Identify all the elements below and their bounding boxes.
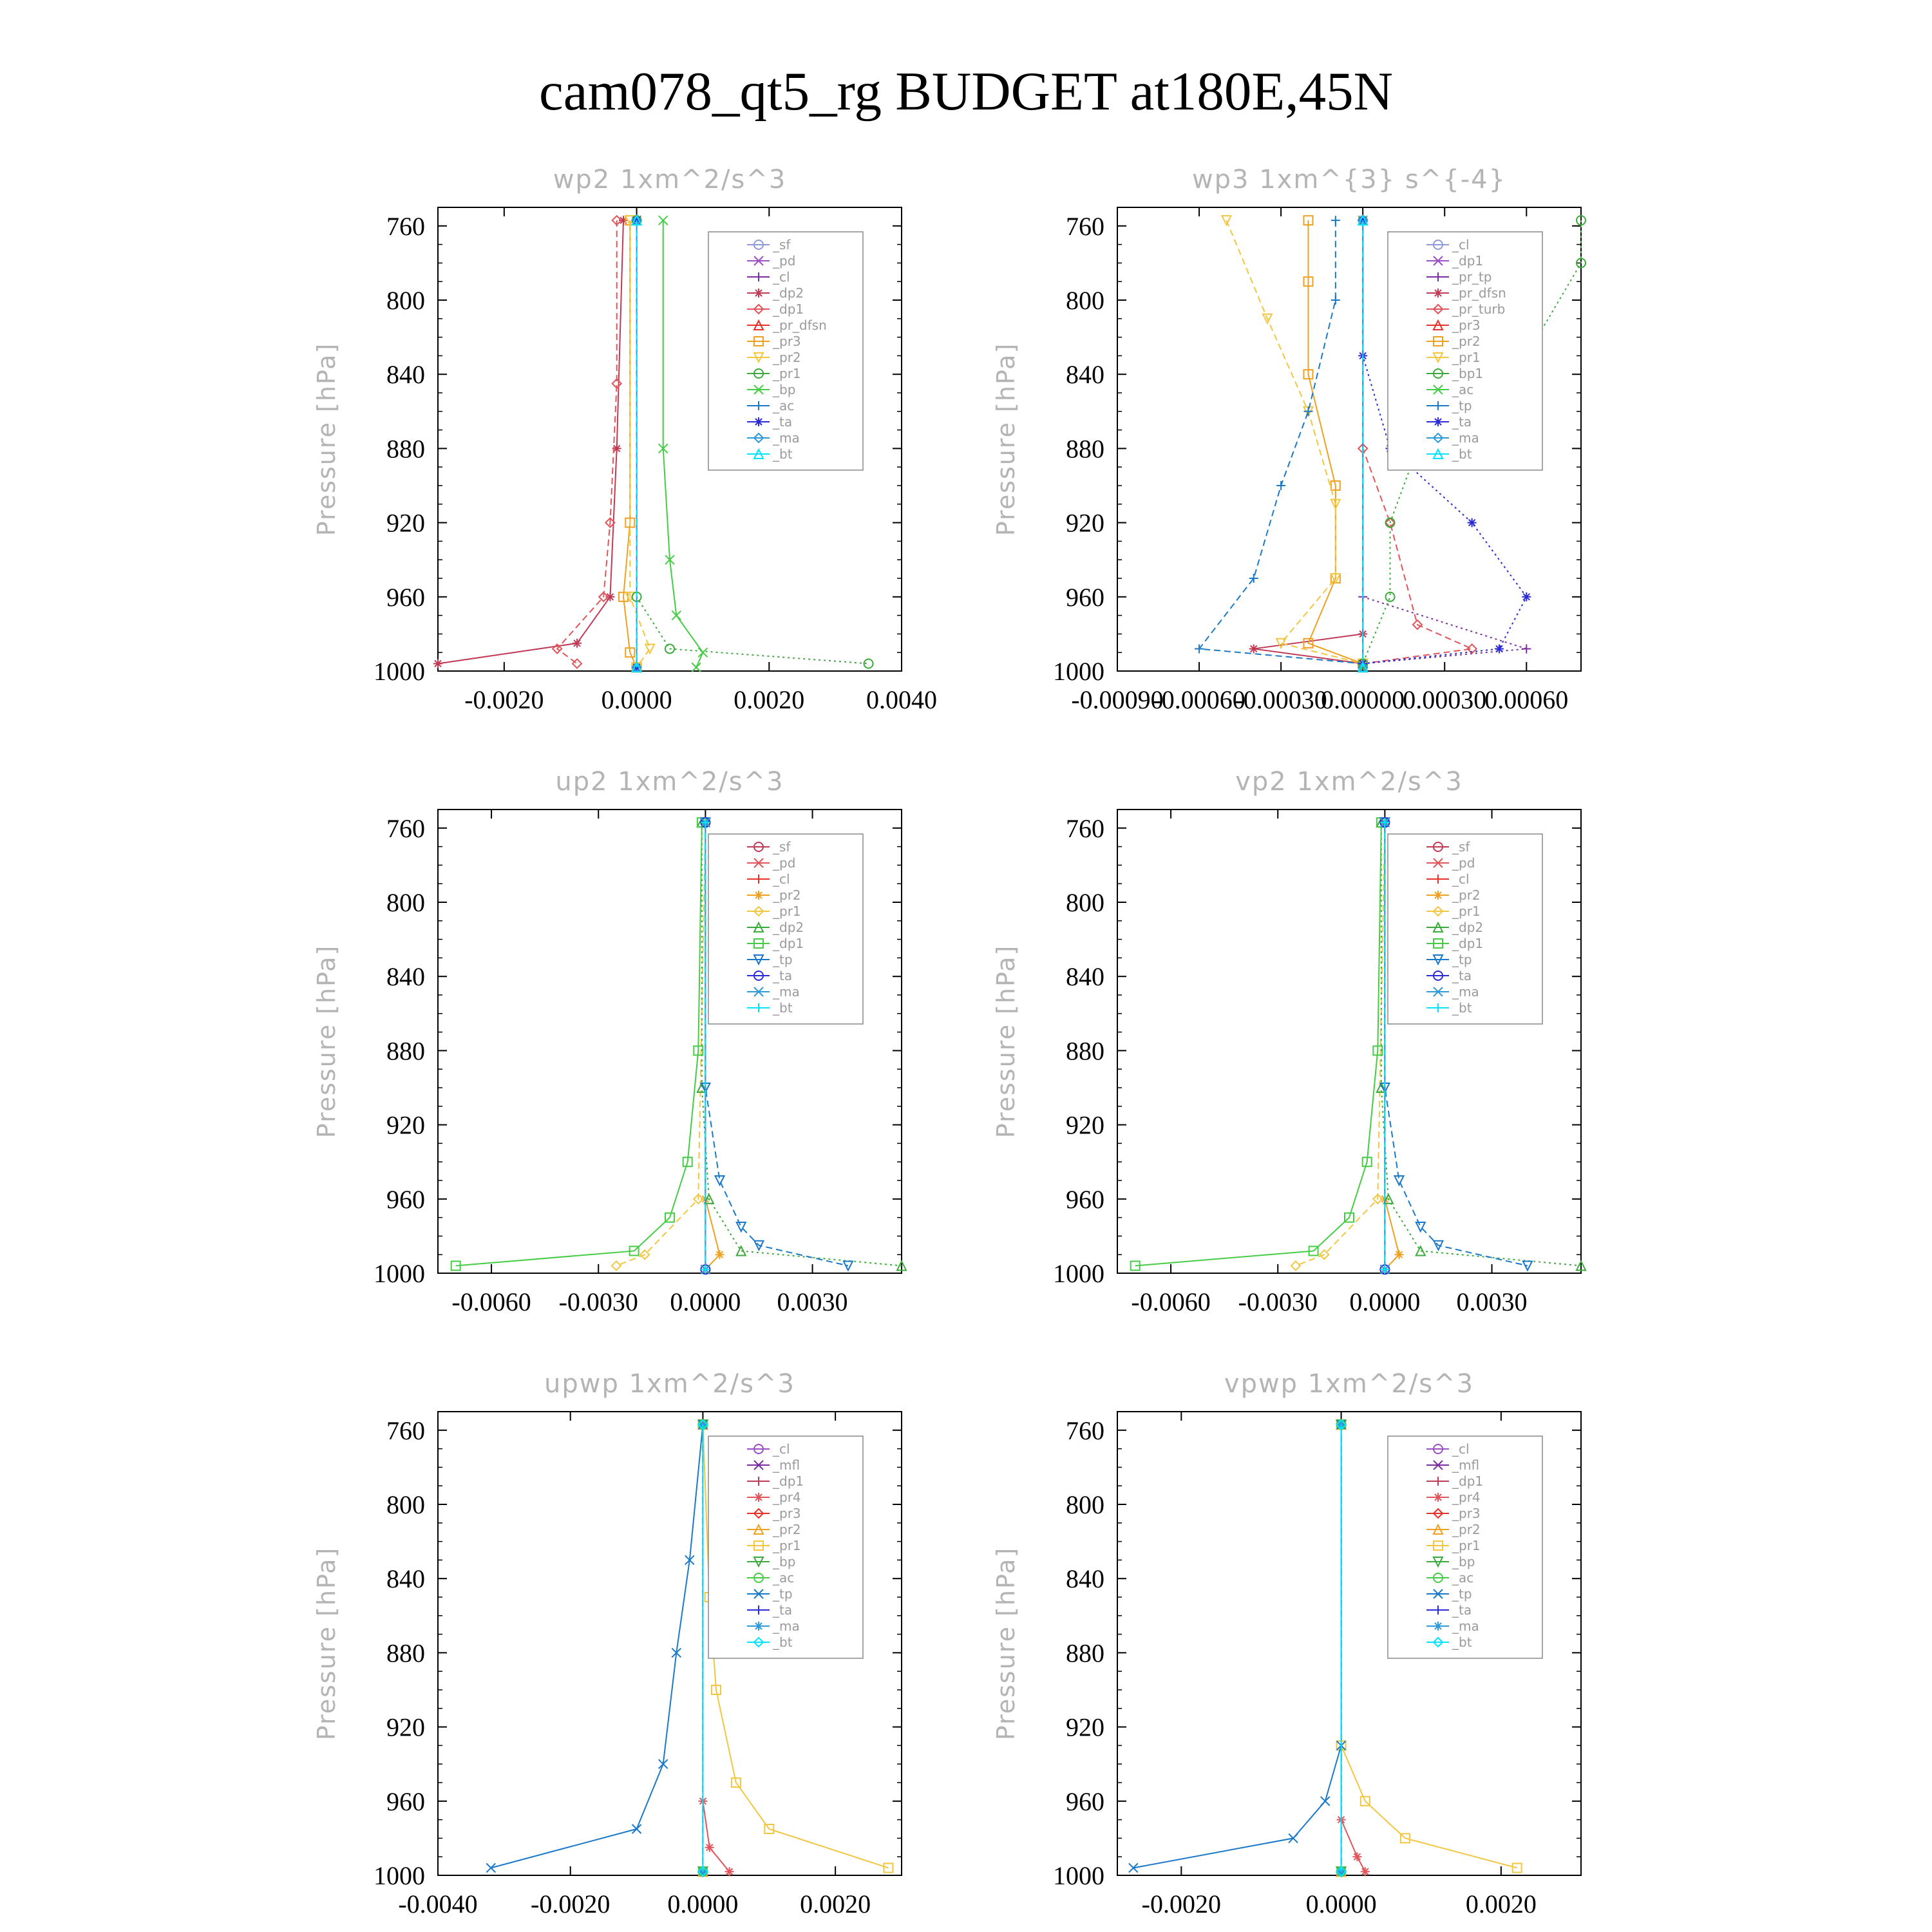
series-bp — [659, 216, 708, 672]
legend-label: _cl — [1452, 237, 1470, 252]
legend-label: _pr4 — [773, 1490, 801, 1505]
series-tp — [486, 1420, 707, 1872]
y-tick-label: 800 — [1066, 888, 1104, 917]
panel-title: vpwp 1xm^2/s^3 — [1224, 1369, 1475, 1399]
legend-label: _pr1 — [1452, 904, 1481, 919]
legend-label: _mfl — [1452, 1457, 1480, 1473]
data-point — [1468, 518, 1477, 527]
legend-label: _pr2 — [773, 1522, 801, 1537]
data-point — [645, 644, 654, 653]
y-tick-label: 800 — [1066, 1490, 1104, 1519]
y-tick-label: 1000 — [374, 1861, 425, 1890]
y-axis-label: Pressure [hPa] — [992, 944, 1020, 1139]
legend-label: _ta — [773, 968, 793, 983]
series-line — [663, 220, 703, 667]
legend-label: _ma — [1452, 984, 1479, 999]
legend-label: _cl — [773, 871, 790, 887]
y-tick-label: 840 — [386, 1564, 425, 1594]
x-tick-label: 0.0030 — [777, 1287, 848, 1316]
data-point — [1352, 1852, 1361, 1861]
legend-label: _dp2 — [773, 285, 804, 301]
y-axis-label: Pressure [hPa] — [312, 944, 341, 1139]
legend-label: _ta — [773, 414, 793, 430]
y-tick-label: 880 — [386, 434, 425, 464]
legend-label: _pd — [773, 855, 796, 871]
legend-label: _tp — [1452, 398, 1472, 413]
legend-label: _ac — [773, 1570, 795, 1586]
x-tick-label: -0.0020 — [1141, 1889, 1221, 1918]
legend-label: _cl — [1452, 1441, 1470, 1457]
series-line — [456, 822, 702, 1265]
y-tick-label: 960 — [386, 582, 425, 612]
legend-label: _dp1 — [773, 301, 804, 317]
chart-panel-6 — [992, 1369, 1581, 1918]
data-point — [1331, 216, 1340, 225]
series-dp1 — [451, 818, 706, 1270]
data-point — [1321, 1797, 1330, 1806]
legend-label: _pr2 — [773, 887, 801, 903]
chart-panel-5 — [312, 1369, 902, 1918]
legend-label: _pr_turb — [1452, 301, 1506, 317]
y-tick-label: 1000 — [374, 1259, 425, 1288]
y-tick-label: 800 — [386, 888, 425, 917]
y-tick-label: 760 — [386, 1416, 425, 1445]
y-axis-label: Pressure [hPa] — [992, 1546, 1020, 1741]
data-point — [433, 659, 442, 668]
panel-title: upwp 1xm^2/s^3 — [544, 1369, 795, 1399]
legend-label: _ma — [773, 1618, 800, 1634]
y-tick-label: 840 — [1066, 1564, 1104, 1594]
data-point — [725, 1867, 734, 1876]
series-line — [1226, 220, 1363, 663]
y-tick-label: 960 — [386, 1184, 425, 1214]
x-tick-label: -0.00060 — [1153, 685, 1245, 714]
series-bt — [698, 1420, 707, 1876]
y-tick-label: 760 — [1066, 211, 1104, 241]
y-tick-label: 880 — [1066, 434, 1104, 464]
y-tick-label: 840 — [386, 360, 425, 390]
data-point — [486, 1863, 495, 1872]
y-tick-label: 800 — [1066, 286, 1104, 315]
legend-label: _ac — [1452, 382, 1474, 397]
y-tick-label: 800 — [386, 286, 425, 315]
legend-label: _bt — [773, 1000, 793, 1016]
series-pr1 — [612, 818, 710, 1270]
legend-label: _dp1 — [1452, 936, 1484, 951]
legend-label: _pr1 — [773, 904, 801, 919]
legend-marker — [754, 1622, 763, 1631]
y-tick-label: 840 — [1066, 360, 1104, 390]
x-tick-label: 0.00060 — [1484, 685, 1569, 714]
legend-label: _pr2 — [1452, 334, 1481, 349]
legend-marker — [754, 289, 763, 298]
y-tick-label: 920 — [386, 508, 425, 538]
x-tick-label: -0.0060 — [1131, 1287, 1211, 1316]
y-tick-label: 920 — [1066, 1712, 1104, 1742]
legend-label: _pr3 — [773, 334, 801, 349]
series-line — [1341, 1425, 1365, 1871]
x-tick-label: 0.0020 — [734, 685, 805, 714]
legend-label: _tp — [773, 952, 793, 967]
legend-label: _ac — [773, 398, 795, 413]
figure-title: cam078_qt5_rg BUDGET at180E,45N — [538, 61, 1394, 122]
x-tick-label: 0.00000 — [1321, 685, 1405, 714]
x-tick-label: 0.0000 — [601, 685, 672, 714]
data-point — [573, 639, 582, 648]
x-tick-label: 0.0030 — [1456, 1287, 1528, 1316]
x-tick-label: -0.0020 — [464, 685, 544, 714]
data-point — [605, 592, 614, 601]
y-tick-label: 760 — [1066, 1416, 1104, 1445]
legend-label: _pr3 — [1452, 317, 1481, 333]
legend-label: _pd — [1452, 855, 1475, 871]
legend-marker — [754, 891, 763, 900]
series-bt — [1337, 1420, 1346, 1876]
x-tick-label: 0.0040 — [866, 685, 937, 714]
legend-label: _ma — [1452, 1618, 1479, 1634]
x-tick-label: 0.0020 — [1465, 1889, 1537, 1918]
legend-label: _pr_dfsn — [773, 317, 827, 333]
series-line — [1199, 220, 1363, 663]
y-tick-label: 880 — [1066, 1638, 1104, 1668]
legend-label: _sf — [773, 839, 791, 855]
panel-title: wp2 1xm^2/s^3 — [553, 165, 787, 194]
series-tp — [1195, 216, 1367, 668]
y-tick-label: 880 — [386, 1036, 425, 1066]
legend-label: _bt — [773, 1634, 793, 1650]
legend-label: _ma — [1452, 430, 1479, 446]
x-tick-label: 0.0000 — [667, 1889, 739, 1918]
x-tick-label: -0.0020 — [531, 1889, 611, 1918]
legend-label: _bp — [773, 1554, 796, 1569]
legend-marker — [1434, 1493, 1443, 1502]
series-line — [1135, 822, 1381, 1265]
data-point — [1249, 644, 1258, 653]
series-tp — [1129, 1420, 1346, 1872]
x-tick-label: -0.0030 — [1238, 1287, 1318, 1316]
legend-label: _ma — [773, 984, 800, 999]
legend-label: _bt — [1452, 1634, 1472, 1650]
legend-label: _dp1 — [773, 936, 804, 951]
legend-label: _bp — [1452, 1554, 1475, 1569]
legend-marker — [754, 417, 763, 426]
series-line — [1133, 1425, 1341, 1868]
y-tick-label: 760 — [386, 211, 425, 241]
data-point — [1495, 644, 1504, 653]
x-tick-label: 0.0000 — [670, 1287, 741, 1316]
legend-label: _pr2 — [1452, 1522, 1481, 1537]
panel-title: up2 1xm^2/s^3 — [555, 767, 784, 797]
legend-marker — [1434, 417, 1443, 426]
legend-label: _pr3 — [773, 1506, 801, 1521]
legend-label: _dp1 — [773, 1473, 804, 1489]
series-line — [616, 822, 705, 1265]
legend-label: _pr1 — [773, 366, 801, 381]
legend-label: _sf — [773, 237, 791, 252]
series-pr1 — [1291, 818, 1389, 1270]
y-tick-label: 920 — [386, 1110, 425, 1140]
legend-label: _dp2 — [1452, 920, 1484, 935]
y-tick-label: 960 — [1066, 582, 1104, 612]
x-tick-label: -0.0040 — [398, 1889, 478, 1918]
legend-label: _pd — [773, 253, 796, 269]
y-tick-label: 960 — [1066, 1184, 1104, 1214]
x-tick-label: -0.00030 — [1235, 685, 1327, 714]
y-tick-label: 880 — [1066, 1036, 1104, 1066]
data-point — [632, 1824, 641, 1833]
legend-marker — [1434, 289, 1443, 298]
data-point — [1361, 1867, 1370, 1876]
data-point — [1276, 639, 1285, 648]
x-tick-label: 0.0020 — [800, 1889, 871, 1918]
chart-panel-3 — [312, 767, 906, 1316]
x-tick-label: 0.0000 — [1305, 1889, 1377, 1918]
data-point — [1276, 481, 1285, 490]
y-tick-label: 920 — [386, 1712, 425, 1742]
legend-label: _dp2 — [773, 920, 804, 935]
legend-label: _pr_dfsn — [1452, 285, 1506, 301]
legend-label: _dp1 — [1452, 253, 1484, 269]
legend-label: _dp1 — [1452, 1473, 1484, 1489]
data-point — [1522, 592, 1531, 601]
series-dp2 — [433, 216, 628, 668]
legend-label: _ac — [1452, 1570, 1474, 1586]
legend-label: _pr1 — [773, 1538, 801, 1553]
x-tick-label: -0.0030 — [558, 1287, 638, 1316]
y-tick-label: 1000 — [374, 657, 425, 686]
legend-label: _pr_tp — [1452, 269, 1492, 285]
panel-title: vp2 1xm^2/s^3 — [1235, 767, 1463, 797]
y-tick-label: 920 — [1066, 1110, 1104, 1140]
data-point — [705, 1843, 714, 1852]
x-tick-label: -0.00090 — [1071, 685, 1164, 714]
y-tick-label: 1000 — [1053, 1861, 1104, 1890]
chart-panel-1 — [312, 165, 937, 714]
legend-label: _pr2 — [1452, 887, 1481, 903]
y-tick-label: 760 — [1066, 813, 1104, 843]
x-tick-label: -0.0060 — [451, 1287, 531, 1316]
series-dp1 — [553, 216, 621, 668]
data-point — [698, 648, 707, 657]
legend-label: _cl — [1452, 871, 1470, 887]
y-tick-label: 960 — [1066, 1786, 1104, 1816]
panel-grid — [312, 165, 1586, 1918]
y-tick-label: 880 — [386, 1638, 425, 1668]
legend-label: _pr3 — [1452, 1506, 1481, 1521]
y-axis-label: Pressure [hPa] — [312, 1546, 341, 1741]
legend-label: _pr2 — [773, 350, 801, 365]
y-tick-label: 840 — [1066, 962, 1104, 992]
y-tick-label: 960 — [386, 1786, 425, 1816]
series-line — [491, 1425, 703, 1868]
legend-label: _pr4 — [1452, 1490, 1481, 1505]
x-tick-label: 0.00030 — [1403, 685, 1487, 714]
legend-marker — [1434, 1622, 1443, 1631]
legend-label: _cl — [773, 269, 790, 285]
y-axis-label: Pressure [hPa] — [312, 342, 341, 536]
legend-label: _bt — [773, 446, 793, 462]
legend-label: _bt — [1452, 446, 1472, 462]
series-line — [1296, 822, 1385, 1265]
y-tick-label: 1000 — [1053, 657, 1104, 686]
legend-label: _bt — [1452, 1000, 1472, 1016]
y-axis-label: Pressure [hPa] — [992, 342, 1020, 536]
legend-label: _pr1 — [1452, 350, 1481, 365]
y-tick-label: 760 — [386, 813, 425, 843]
legend-label: _bp — [773, 382, 796, 397]
data-point — [1331, 296, 1340, 305]
series-pr1 — [1222, 216, 1367, 668]
x-tick-label: 0.0000 — [1349, 1287, 1421, 1316]
y-tick-label: 920 — [1066, 508, 1104, 538]
chart-panel-4 — [992, 767, 1586, 1316]
legend-label: _ta — [773, 1602, 793, 1618]
legend-label: _ta — [1452, 968, 1472, 983]
data-point — [737, 1246, 746, 1255]
data-point — [715, 1250, 724, 1259]
legend-label: _sf — [1452, 839, 1470, 855]
legend-label: _ta — [1452, 414, 1472, 430]
legend-label: _tp — [773, 1586, 793, 1602]
data-point — [1416, 1246, 1425, 1255]
legend-label: _bp1 — [1452, 366, 1484, 381]
data-point — [1522, 644, 1531, 653]
legend-marker — [1434, 891, 1443, 900]
legend-label: _ta — [1452, 1602, 1472, 1618]
y-tick-label: 1000 — [1053, 1259, 1104, 1288]
series-dp1 — [1131, 818, 1386, 1270]
chart-panel-2 — [992, 165, 1586, 714]
legend-marker — [754, 1493, 763, 1502]
legend-label: _tp — [1452, 952, 1472, 967]
y-tick-label: 800 — [386, 1490, 425, 1519]
legend-label: _pr1 — [1452, 1538, 1481, 1553]
y-tick-label: 840 — [386, 962, 425, 992]
data-point — [1395, 1250, 1404, 1259]
legend-label: _cl — [773, 1441, 790, 1457]
legend-label: _mfl — [773, 1457, 800, 1473]
legend-label: _tp — [1452, 1586, 1472, 1602]
series-line — [438, 220, 623, 663]
panel-title: wp3 1xm^{3} s^{-4} — [1191, 165, 1507, 194]
legend-label: _ma — [773, 430, 800, 446]
